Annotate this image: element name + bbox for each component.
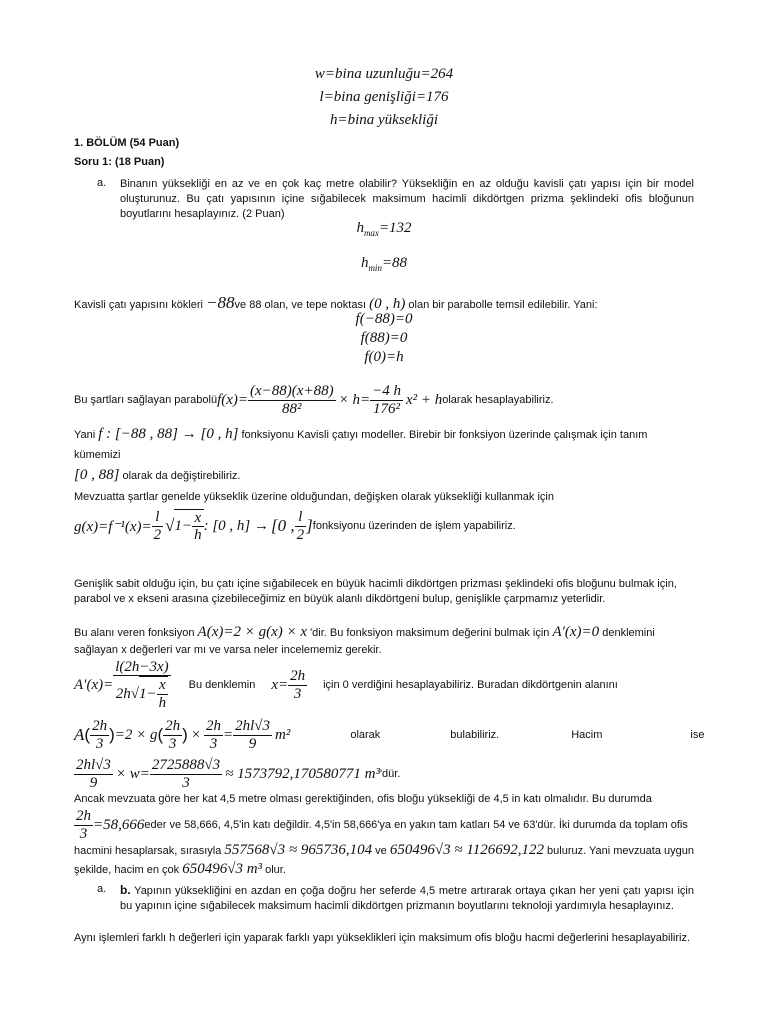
final-paragraph: Aynı işlemleri farklı h değerleri için yaparak farklı yapı yükseklikleri için maksimum ofis bloğu hacmi değerlerini hesaplayabiliriz. (74, 932, 691, 944)
def-w: w=bina uzunluğu=264 (314, 66, 454, 82)
area-equation: A ( $\frac{2h}{3}$ ) =2 × g ( $\frac{2h}{3}$ ) × $\frac{2h}{3}$ = $\frac{2hl√3}{9}$ m² olarak bulabiliriz. Hacim ise (74, 718, 705, 752)
item-a-marker: a. (97, 177, 107, 189)
yani-paragraph: Yani f : [−88 , 88] → [0 , h] fonksiyonu Kavisli çatıyı modeller. Birebir bir fonksiyon üzerinde çalışmak için tanım kümemizi [0 , 88] olarak da değiştirebiliriz. (74, 426, 648, 483)
question-title: Soru 1: (18 Puan) (74, 156, 165, 168)
condition-2: f(88)=0 (360, 330, 408, 346)
condition-3: f(0)=h (364, 349, 404, 365)
parabola-equation: Bu şartları sağlayan parabolü f(x)= $\frac{(x-88)(x+88)}{\text{88²}}$ × h= $\frac{-4 h}{\text{176²}}$ x² + h olarak hesaplayabiliriz. (74, 383, 554, 417)
hacim-line: hacmini hesaplarsak, sırasıyla 557568√3 ≈ 965736,104 ve 650496√3 ≈ 1126692,122 buluruz. Yani mevzuata uygun (74, 842, 694, 858)
item-b-text: b. Yapının yüksekliğini en azdan en çoğa doğru her seferde 4,5 metre artırarak ortaya çıkan her yeni çatı yapısı için bu yapının içine sığabilecek maksimum hacimli dikdörtgen prizmanın boyutlarını teknoloji yardımıyla hesaplayınız. (120, 883, 694, 912)
width-paragraph: Genişlik sabit olduğu için, bu çatı içine sığabilecek en büyük hacimli dikdörtgen prizması şeklindeki ofis bloğunu bulmak için, parabol ve x ekseni arasına çizebileceğimiz en büyük alanlı dikdörtgeni bulup, genişlikle çarpmamız yeterlidir. (74, 578, 677, 605)
mevzuat-paragraph: Ancak mevzuata göre her kat 4,5 metre olması gerektiğinden, ofis bloğu yüksekliği de 4,5 in katı olmalıdır. Bu durumda (74, 793, 652, 805)
def-l: l=bina genişliği=176 (319, 89, 449, 105)
area-paragraph: Bu alanı veren fonksiyon A(x)=2 × g(x) × x 'dir. Bu fonksiyon maksimum değerini bulmak için A′(x)=0 denklemini sağlayan x değerleri var mı ve varsa neler incelememiz gerekir. (74, 624, 655, 656)
item-b-marker: a. (97, 883, 107, 895)
derivative-equation: A′(x)= l(2h−3x) 2h √ 1− $\frac{x}{h}$ Bu denklemin x= $\frac{2h}{3}$ için 0 verdiğini hesaplayabiliriz. Buradan dikdörtgenin alanını (74, 658, 618, 711)
floors-line: $\frac{2h}{3}$ =58,666 eder ve 58,666, 4,5'in katı değildir. 4,5'in 58,666'ya en yakın tam katları 54 ve 63'dür. İki durumda da toplam ofis (76, 808, 688, 842)
item-a-text: Binanın yüksekliği en az ve en çok kaç metre olabilir? Yüksekliğin en az olduğu kavisli çatı yapısı için bir model oluşturunuz. Bu çatı yapısının içine sığabilecek maksimum hacimli dikdörtgen prizma şeklindeki ofis bloğunun boyutlarını hesaplayınız. (2 Puan) (120, 178, 694, 220)
roots-paragraph: Kavisli çatı yapısını kökleri −88ve 88 olan, ve tepe noktası (0 , h) olan bir parabolle temsil edilebilir. Yani: (74, 293, 598, 312)
inverse-intro: Mevzuatta şartlar genelde yükseklik üzerine olduğundan, değişken olarak yüksekliği kullanmak için (74, 491, 554, 503)
result-line: şekilde, hacim en çok 650496√3 m³ olur. (74, 861, 286, 877)
section-title: 1. BÖLÜM (54 Puan) (74, 137, 180, 149)
def-h: h=bina yüksekliği (329, 112, 438, 128)
h-max: $h_{max}=132$ (356, 220, 412, 238)
volume-equation: $\frac{2hl√3}{9}$ × w= $\frac{2725888√3}{3}$ ≈ 1573792,170580771 m³ 'dür. (76, 757, 401, 791)
h-min: $h_{min}=88$ (360, 255, 408, 273)
condition-1: f(−88)=0 (355, 311, 413, 327)
inverse-equation: g(x)=f⁻¹(x)= $\frac{l}{2}$ √ 1− $\frac{x}{h}$ : [0 , h] → [0 , $\frac{l}{2}$ ] fonksiyonu üzerinden de işlem yapabiliriz. (74, 509, 516, 543)
